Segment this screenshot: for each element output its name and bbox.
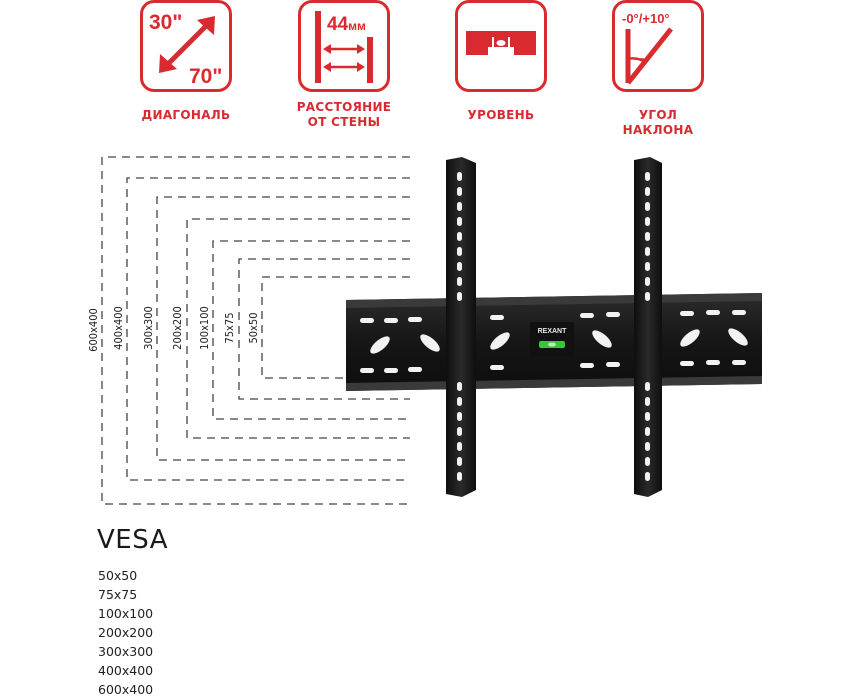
diagonal-min: 30" (149, 11, 183, 34)
wall-distance-value: 44 (327, 14, 349, 35)
vesa-list-item-100x100: 100x100 (98, 606, 154, 621)
wall-distance-label-line2: ОТ СТЕНЫ (307, 115, 381, 129)
bracket-brand: REXANT (537, 328, 567, 335)
bracket-wall-plate (346, 293, 762, 391)
vesa-diagram-label-300x300: 300x300 (142, 306, 155, 350)
vesa-list-item-300x300: 300x300 (98, 644, 154, 659)
wall-distance-unit: мм (348, 19, 366, 33)
diagonal-label: ДИАГОНАЛЬ (141, 108, 231, 122)
diagonal-max: 70" (189, 65, 223, 88)
bracket-arm-left (446, 157, 476, 497)
vesa-list-item-50x50: 50x50 (98, 568, 138, 583)
vesa-list-item-400x400: 400x400 (98, 663, 154, 678)
level-label: УРОВЕНЬ (467, 108, 535, 122)
vesa-diagram-label-100x100: 100x100 (198, 306, 211, 350)
wall-distance-label-line1: РАССТОЯНИЕ (296, 100, 392, 114)
vesa-diagram-label-75x75: 75x75 (223, 312, 236, 344)
tilt-label-line1: УГОЛ (638, 108, 678, 122)
tilt-label-line2: НАКЛОНА (622, 123, 694, 137)
vesa-list-item-600x400: 600x400 (98, 682, 154, 697)
vesa-diagram-label-600x400: 600x400 (87, 308, 100, 352)
bracket-arm-right (634, 157, 662, 497)
vesa-title: VESA (97, 525, 168, 555)
vesa-diagram-label-200x200: 200x200 (171, 306, 184, 350)
vesa-diagram-label-50x50: 50x50 (247, 312, 260, 344)
vesa-list-item-75x75: 75x75 (98, 587, 138, 602)
vesa-list-item-200x200: 200x200 (98, 625, 154, 640)
vesa-diagram-label-400x400: 400x400 (112, 306, 125, 350)
tilt-value: -0°/+10° (622, 11, 670, 26)
